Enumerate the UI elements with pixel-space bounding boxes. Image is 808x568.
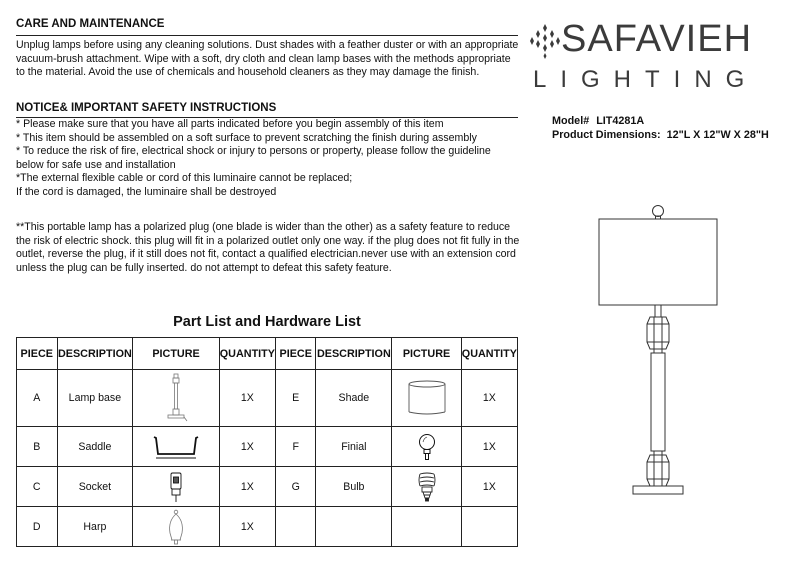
quantity-cell: 1X [219,467,275,507]
saddle-icon [151,434,201,460]
piece-cell: E [275,370,316,427]
piece-cell: B [17,427,58,467]
plug-text [16,221,526,275]
table-row [17,507,518,547]
parts-table [16,337,518,547]
description-cell: Saddle [57,427,133,467]
quantity-cell: 1X [461,370,517,427]
notice-line: If the cord is damaged, the luminaire shall be destroyed [16,185,277,198]
description-cell: Lamp base [57,370,133,427]
quantity-cell: 1X [219,427,275,467]
brand-name: SAFAVIEH [561,18,753,60]
table-row [17,370,518,427]
piece-cell: G [275,467,316,507]
care-text [16,39,526,80]
description-cell: Shade [316,370,392,427]
notice-line: * This item should be assembled on a soft surface to prevent scratching the finish during assembly [16,131,477,144]
model-value: LIT4281A [596,115,645,127]
header-picture: PICTURE [133,338,220,370]
lamp-drawing [598,200,718,496]
chandelier-icon [528,22,562,62]
description-cell: Finial [316,427,392,467]
dimensions-label: Product Dimensions: [552,129,661,141]
piece-cell: A [17,370,58,427]
bulb-icon [416,471,438,503]
piece-cell [275,507,316,547]
header-quantity: QUANTITY [219,338,275,370]
description-cell: Socket [57,467,133,507]
header-piece: PIECE [17,338,58,370]
plug-line: outlet, reverse the plug, if it still does not fit, contact a qualified electrician.never use with an extension cord [16,248,516,260]
table-row [17,427,518,467]
notice-line: below for safe use and installation [16,158,176,171]
header-description: DESCRIPTION [57,338,133,370]
harp-icon [165,509,187,545]
picture-cell [392,507,462,547]
picture-cell [133,467,220,507]
quantity-cell: 1X [461,427,517,467]
picture-cell [133,427,220,467]
care-title: CARE AND MAINTENANCE [16,18,165,30]
notice-title: NOTICE& IMPORTANT SAFETY INSTRUCTIONS [16,102,277,114]
picture-cell [392,427,462,467]
care-line: Unplug lamps before using any cleaning solutions. Dust shades with a feather duster or with an appropriate [16,39,519,51]
brand-subtitle: LIGHTING [533,66,759,93]
socket-icon [167,471,185,503]
header-piece: PIECE [275,338,316,370]
care-divider [16,35,518,36]
care-line: vacuum-brush attachment. Wipe with a soft, dry cloth and clean lamp bases with the methods appropriate [16,52,511,65]
quantity-cell: 1X [461,467,517,507]
quantity-cell: 1X [219,370,275,427]
quantity-cell: 1X [219,507,275,547]
description-cell [316,507,392,547]
table-row [17,467,518,507]
description-cell: Bulb [316,467,392,507]
parts-table-title: Part List and Hardware List [173,314,361,330]
header-picture: PICTURE [392,338,462,370]
notice-line: * To reduce the risk of fire, electrical shock or injury to persons or property, please follow the guideline [16,145,491,157]
lamp-base-icon [164,373,188,423]
notice-line: * Please make sure that you have all parts indicated before you begin assembly of this item [16,118,444,130]
piece-cell: D [17,507,58,547]
dimensions-value: 12"L X 12"W X 28"H [666,129,769,141]
picture-cell [133,507,220,547]
piece-cell: F [275,427,316,467]
picture-cell [392,370,462,427]
product-info [552,114,769,142]
plug-line: the risk of electric shock. this plug will fit in a polarized outlet only one way. if the plug does not fit fully in the [16,234,520,247]
header-quantity: QUANTITY [461,338,517,370]
model-label: Model# [552,115,590,127]
notice-line: *The external flexible cable or cord of this luminaire cannot be replaced; [16,172,353,184]
notice-text [16,118,526,199]
plug-line: unless the plug can be fully inserted. do not attempt to defeat this safety feature. [16,261,392,274]
brand-logo [528,16,800,96]
description-cell: Harp [57,507,133,547]
care-line: to the material. Avoid the use of chemicals and household cleaners as they may damage the finish. [16,66,480,78]
quantity-cell [461,507,517,547]
picture-cell [133,370,220,427]
plug-line: **This portable lamp has a polarized plug (one blade is wider than the other) as a safety feature to reduce [16,221,511,233]
shade-icon [407,380,447,416]
table-header-row [17,338,518,370]
finial-icon [416,433,438,461]
piece-cell: C [17,467,58,507]
picture-cell [392,467,462,507]
header-description: DESCRIPTION [316,338,392,370]
